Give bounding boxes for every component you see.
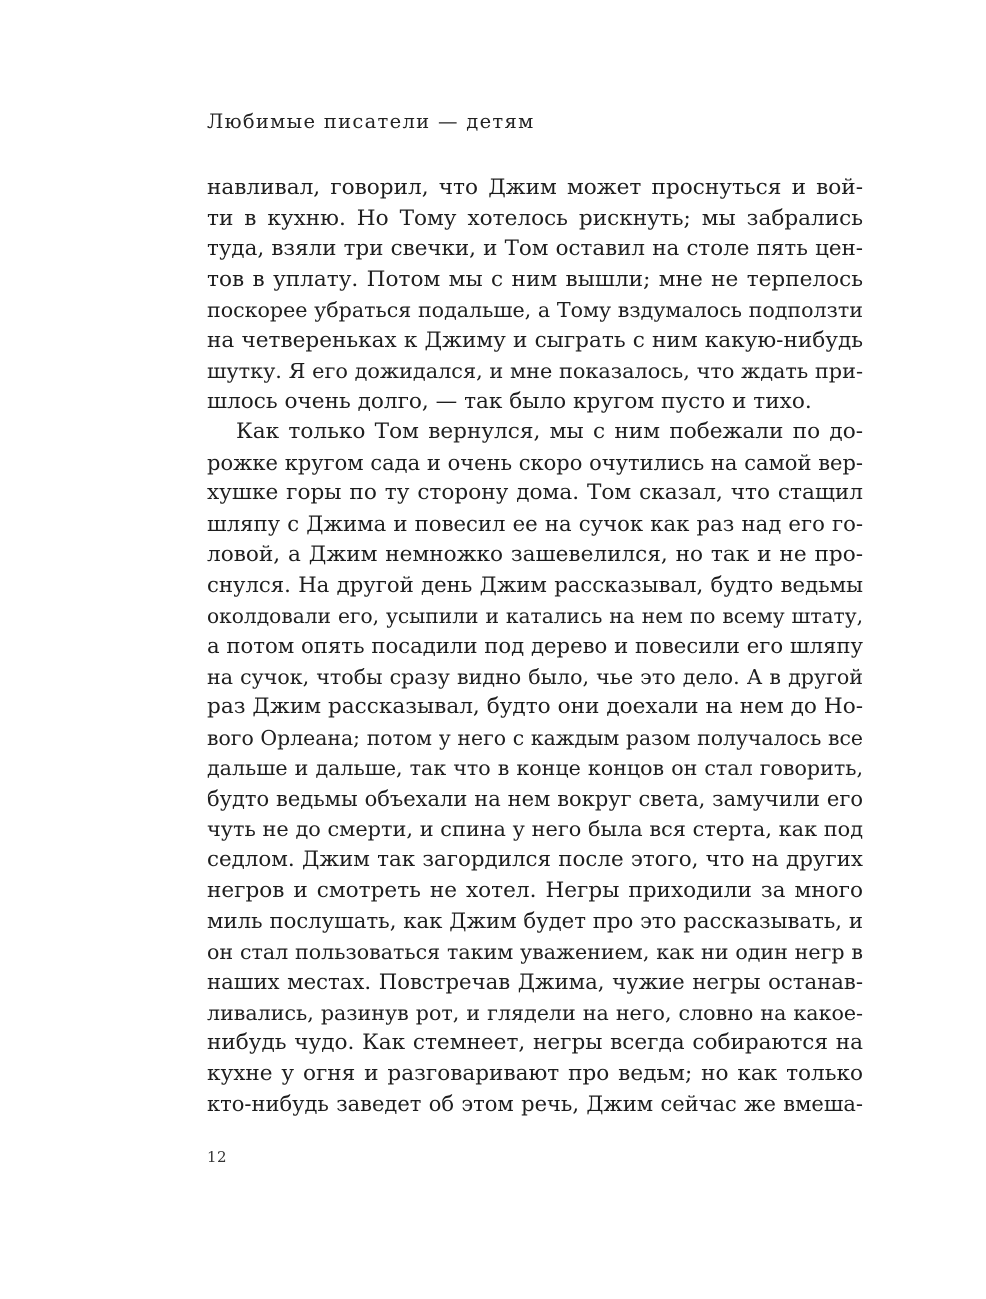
text-line: навливал, говорил, что Джим может проснуться и вой- — [207, 175, 863, 200]
text-line: дальше и дальше, так что в конце концов он стал говорить, — [207, 756, 863, 781]
text-line: тов в уплату. Потом мы с ним вышли; мне не терпелось — [207, 266, 863, 292]
paragraph-1 — [207, 173, 863, 417]
text-line: Как только Том вернулся, мы с ним побежали по до- — [236, 419, 863, 445]
text-line: ливались, разинув рот, и глядели на него, словно на какое- — [207, 1000, 863, 1025]
text-line: седлом. Джим так загордился после этого, что на других — [207, 847, 863, 873]
running-head: Любимые писатели — детям — [207, 110, 535, 133]
text-line: снулся. На другой день Джим рассказывал, будто ведьмы — [207, 572, 863, 598]
text-line: шлось очень долго, — так было кругом пусто и тихо. — [207, 388, 812, 414]
text-line: рожке кругом сада и очень скоро очутились на самой вер- — [207, 450, 863, 475]
text-line: поскорее убраться подальше, а Тому вздумалось подползти — [207, 298, 863, 323]
text-line: туда, взяли три свечки, и Том оставил на столе пять цен- — [207, 236, 863, 262]
text-line: кто-нибудь заведет об этом речь, Джим сейчас же вмеша- — [207, 1092, 863, 1117]
text-line: а потом опять посадили под дерево и повесили его шляпу — [207, 633, 863, 659]
page-number: 12 — [207, 1148, 227, 1166]
text-line: околдовали его, усыпили и катались на нем по всему штату, — [207, 603, 863, 628]
text-line: ловой, а Джим немножко зашевелился, но так и не про- — [207, 541, 863, 567]
text-line: на сучок, чтобы сразу видно было, чье это дело. А в другой — [207, 664, 863, 689]
text-line: шутку. Я его дожидался, и мне показалось, что ждать при- — [207, 359, 863, 384]
text-line: негров и смотреть не хотел. Негры приходили за много — [207, 877, 863, 903]
paragraph-2 — [207, 417, 863, 1120]
text-line: миль послушать, как Джим будет про это рассказывать, и — [207, 908, 863, 934]
text-line: кухне у огня и разговаривают про ведьм; но как только — [207, 1060, 863, 1086]
text-line: хушке горы по ту сторону дома. Том сказал, что стащил — [207, 480, 863, 506]
text-line: вого Орлеана; потом у него с каждым разом получалось все — [207, 725, 863, 750]
text-line: нибудь чудо. Как стемнеет, негры всегда собираются на — [207, 1030, 863, 1056]
text-line: будто ведьмы объехали на нем вокруг света, замучили его — [207, 786, 863, 811]
text-line: чуть не до смерти, и спина у него была вся стерта, как под — [207, 817, 863, 842]
text-line: ти в кухню. Но Тому хотелось рискнуть; мы забрались — [207, 205, 863, 231]
text-line: на четвереньках к Джиму и сыграть с ним какую-нибудь — [207, 327, 863, 353]
text-line: наших местах. Повстречав Джима, чужие негры останав- — [207, 969, 863, 995]
body-text — [207, 173, 863, 1120]
text-line: шляпу с Джима и повесил ее на сучок как раз над его го- — [207, 511, 863, 537]
text-line: он стал пользоваться таким уважением, как ни один негр в — [207, 939, 863, 964]
text-line: раз Джим рассказывал, будто они доехали на нем до Но- — [207, 694, 863, 720]
